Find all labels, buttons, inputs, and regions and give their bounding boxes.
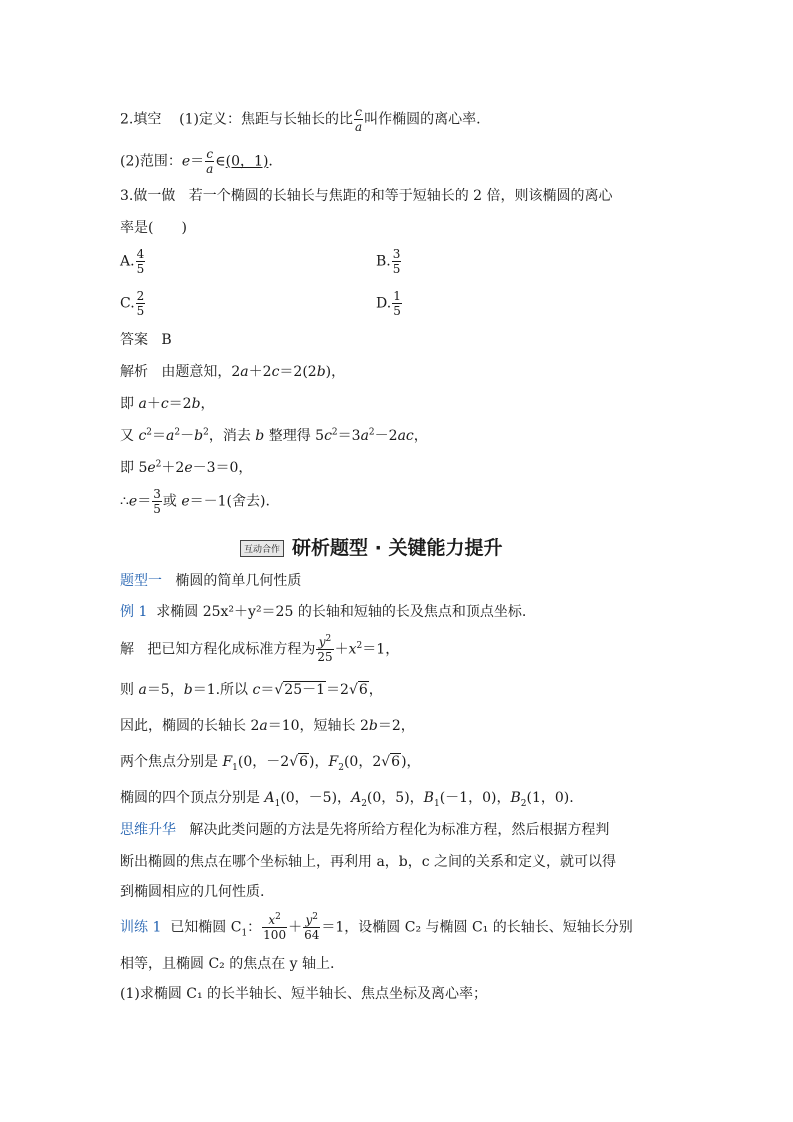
fraction-c-over-a-2: $\frac{c}{a}$ [206,147,214,176]
section-heading [240,533,502,560]
answer-line [120,330,172,350]
answer-value: B [161,332,172,348]
training1-label: 训练 1 [120,919,162,936]
fraction-c-over-a: $\frac{c}{a}$ [355,105,363,134]
example1-line [120,602,526,622]
type1-heading [120,571,301,591]
option-a: A. $\frac{4}{5}$ [120,247,145,276]
solution-line1: 解 把已知方程化成标准方程为 $\frac{y^2}{25}$ $+x^2=1$， [120,634,400,664]
solution-line3: 因此，椭圆的长轴长 2a＝10，短轴长 2b＝2， [120,718,415,734]
training1-line3: (1)求椭圆 C₁ 的长半轴长、短半轴长、焦点坐标及离心率； [120,986,488,1002]
example1-text: 求椭圆 25x²＋y²＝25 的长轴和短轴的长及焦点和顶点坐标. [156,604,527,620]
try-question-line2: 率是( ) [120,220,187,236]
type1-label: 题型一 [120,573,162,589]
summary-line1: 思维升华 解决此类问题的方法是先将所给方程化为标准方程，然后根据方程判 [120,822,610,838]
solution-line4: 两个焦点分别是 $F_1(0$，－2√6)，$F_2(0$，2√6)， [120,754,421,773]
summary-line2: 断出椭圆的焦点在哪个坐标轴上，再利用 a，b，c 之间的关系和定义，就可以得 [120,854,617,870]
analysis-line1: 解析 由题意知，2a＋2c＝2(2b)， [120,364,346,380]
range-answer: (0，1) [225,153,269,170]
summary-label: 思维升华 [120,822,176,838]
analysis-line3: 又 $c^2=a^2-b^2$，消去 b 整理得 $5c^2=3a^2-2ac$， [120,427,428,444]
type1-title: 椭圆的简单几何性质 [175,573,302,589]
fill-definition-line [120,106,481,133]
analysis-line4: 即 $5e^2+2e-3=0$， [120,459,253,476]
fill-def-text: (1)定义：焦距与长轴长的比 [179,111,354,128]
analysis-label: 解析 [120,364,148,380]
answer-label: 答案 [120,332,148,348]
section-badge: 互动合作 [240,540,284,557]
solution-line2: 则 a＝5，b＝1.所以 c＝√25－1＝2√6， [120,682,383,698]
summary-line3: 到椭圆相应的几何性质. [120,884,265,900]
solution-line5: 椭圆的四个顶点分别是 $A_1(0$，－5)，$A_2(0$，5)，$B_1(-1$，0)，$B_2(1$，0). [120,790,574,809]
training1-line1: 训练 1 已知椭圆 $C_1$： $\frac{x^2}{100}$ ＋ $\frac{y^2}{64}$ ＝1，设椭圆 C₂ 与椭圆 C₁ 的长轴长、短轴长分别 [120,912,633,942]
try-question-line1: 3.做一做 若一个椭圆的长轴长与焦距的和等于短轴长的 2 倍，则该椭圆的离心 [120,188,613,204]
fill-range-line: (2)范围：e＝ $\frac{c}{a}$ ∈(0，1). [120,147,273,176]
option-d: D. $\frac{1}{5}$ [376,289,401,318]
option-b: B. $\frac{3}{5}$ [376,247,401,276]
try-number: 3.做一做 [120,188,176,204]
option-c: C. $\frac{2}{5}$ [120,289,145,318]
analysis-line5: ∴e＝ $\frac{3}{5}$ 或 e＝－1(舍去). [120,487,270,516]
analysis-line2: 即 a＋c＝2b， [120,396,215,412]
fill-def-tail: 叫作椭圆的离心率. [364,111,481,128]
solution-label: 解 [120,641,134,658]
section-title: 研析题型 · 关键能力提升 [292,537,503,559]
example1-label: 例 1 [120,604,148,620]
training1-line2: 相等，且椭圆 C₂ 的焦点在 y 轴上. [120,956,335,972]
fill-number: 2.填空 [120,111,162,128]
